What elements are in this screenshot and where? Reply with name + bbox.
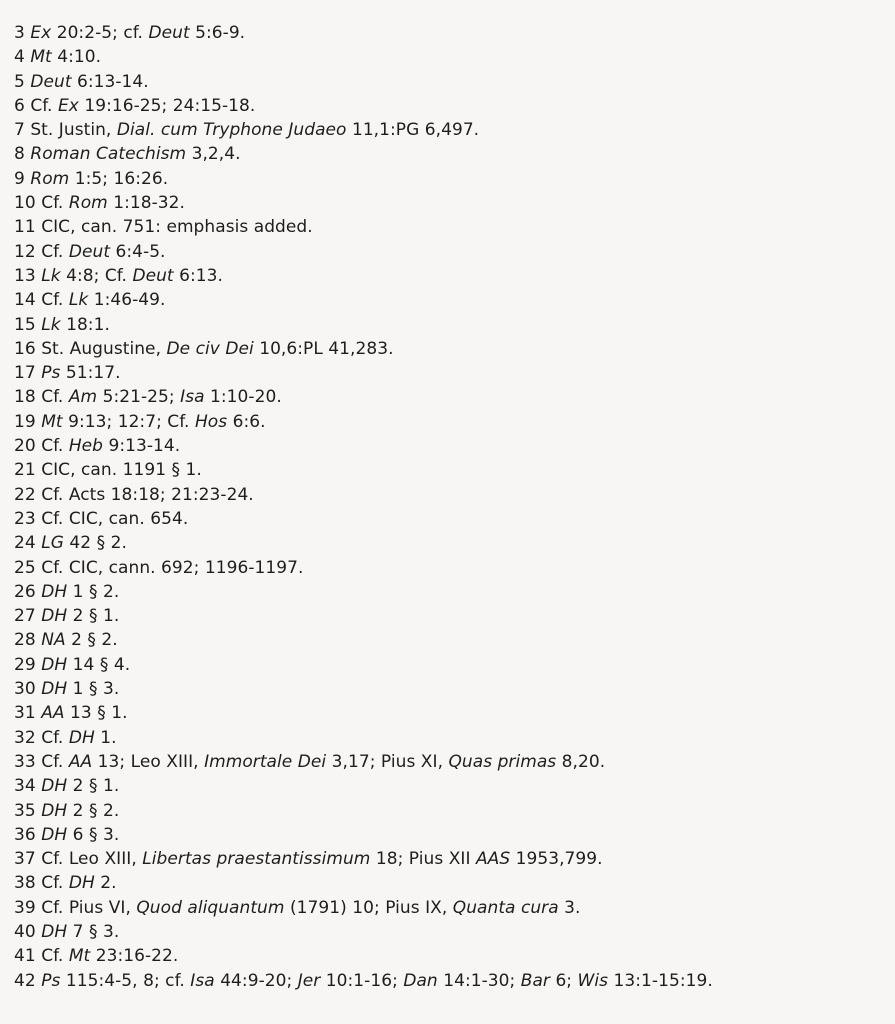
footnote-text: 10:1-16;	[320, 970, 404, 991]
footnote-item	[14, 871, 892, 895]
footnote-text: Cf.	[41, 873, 69, 894]
footnote-title-italic: Quas primas	[448, 751, 557, 772]
footnote-text: 9:13; 12:7; Cf.	[62, 411, 195, 432]
footnote-number: 18	[14, 387, 36, 408]
footnote-title-italic: Mt	[30, 47, 52, 68]
footnote-number: 24	[14, 533, 36, 554]
footnote-text: 1:46-49.	[88, 290, 166, 311]
footnote-title-italic: Dan	[403, 970, 438, 991]
footnote-title-italic: Deut	[30, 71, 72, 92]
footnote-item	[14, 240, 892, 264]
footnote-item	[14, 215, 892, 239]
footnote-title-italic: Mt	[41, 411, 63, 432]
footnote-item	[14, 507, 892, 531]
footnote-text: 1:10-20.	[204, 387, 282, 408]
footnote-item	[14, 604, 892, 628]
footnote-number: 13	[14, 265, 36, 286]
footnote-text: 2 § 2.	[67, 800, 120, 821]
footnote-title-italic: Am	[68, 387, 98, 408]
footnote-title-italic: Deut	[148, 23, 190, 43]
footnote-number: 8	[14, 144, 25, 165]
footnote-item	[14, 410, 892, 434]
footnote-item	[14, 799, 892, 823]
footnote-number: 16	[14, 338, 36, 359]
footnote-text: Cf.	[41, 290, 69, 311]
footnote-title-italic: Ex	[30, 23, 52, 43]
footnote-text: 1953,799.	[510, 849, 603, 870]
footnote-item	[14, 531, 892, 555]
footnote-text: Cf. Leo XIII,	[41, 849, 143, 870]
footnote-title-italic: DH	[68, 873, 95, 894]
footnote-item	[14, 944, 892, 968]
footnote-number: 25	[14, 557, 36, 578]
footnote-title-italic: Rom	[30, 168, 70, 189]
footnote-text: Cf.	[41, 436, 69, 457]
footnote-text: 14:1-30;	[437, 970, 521, 991]
footnote-number: 17	[14, 363, 36, 384]
footnote-text: 44:9-20;	[214, 970, 298, 991]
footnote-title-italic: DH	[41, 921, 68, 942]
footnote-title-italic: Deut	[68, 241, 111, 262]
footnote-text: 23:16-22.	[90, 946, 179, 967]
footnote-title-italic: DH	[41, 581, 68, 602]
footnote-text: Cf.	[41, 727, 69, 748]
footnote-number: 35	[14, 800, 36, 821]
footnote-number: 26	[14, 581, 36, 602]
footnote-item	[14, 920, 892, 944]
footnote-title-italic: Isa	[180, 387, 205, 408]
footnote-item	[14, 823, 892, 847]
footnote-item	[14, 896, 892, 920]
footnote-text: 8,20.	[556, 751, 606, 772]
footnote-title-italic: Lk	[41, 314, 61, 335]
footnote-text: 7 § 3.	[67, 921, 120, 942]
footnote-title-italic: Rom	[68, 193, 108, 214]
footnote-number: 36	[14, 824, 36, 845]
footnote-number: 11	[14, 217, 36, 238]
footnote-text: 6:13.	[173, 265, 223, 286]
footnote-number: 5	[14, 71, 25, 92]
footnote-number: 19	[14, 411, 36, 432]
footnote-number: 20	[14, 436, 36, 457]
footnote-text: 42 § 2.	[63, 533, 127, 554]
footnote-text: 6 § 3.	[67, 824, 120, 845]
footnote-text: (1791) 10; Pius IX,	[284, 897, 453, 918]
footnote-text: 1 § 3.	[67, 679, 120, 700]
footnote-number: 31	[14, 703, 36, 724]
footnote-title-italic: NA	[41, 630, 66, 651]
footnote-text: 5:6-9.	[189, 23, 246, 43]
footnote-item	[14, 556, 892, 580]
footnote-text: Cf. CIC, cann. 692; 1196-1197.	[41, 557, 304, 578]
footnote-text: 19:16-25; 24:15-18.	[78, 95, 256, 116]
footnote-text: 4:8; Cf.	[60, 265, 133, 286]
footnote-item	[14, 969, 892, 993]
footnote-title-italic: Lk	[68, 290, 89, 311]
footnote-title-italic: AAS	[475, 849, 511, 870]
footnote-title-italic: Isa	[190, 970, 215, 991]
footnote-item	[14, 483, 892, 507]
footnote-text: 6:6.	[227, 411, 266, 432]
footnote-text: 20:2-5; cf.	[51, 23, 149, 43]
footnote-title-italic: Libertas praestantissimum	[142, 849, 371, 870]
footnote-text: 6:13-14.	[71, 71, 149, 92]
footnote-title-italic: Ps	[41, 970, 61, 991]
footnote-number: 29	[14, 654, 36, 675]
footnote-text: Cf. Pius VI,	[41, 897, 137, 918]
footnote-title-italic: Jer	[297, 970, 321, 991]
footnote-number: 21	[14, 460, 36, 481]
footnote-text: Cf.	[41, 946, 69, 967]
footnote-number: 34	[14, 776, 36, 797]
footnote-item	[14, 701, 892, 725]
footnote-text: St. Justin,	[30, 120, 117, 141]
footnote-item	[14, 361, 892, 385]
footnote-text: 13; Leo XIII,	[92, 751, 205, 772]
footnote-text: Cf.	[41, 751, 69, 772]
footnote-item	[14, 167, 892, 191]
footnote-title-italic: Quanta cura	[452, 897, 559, 918]
footnote-title-italic: Wis	[577, 970, 609, 991]
footnote-text: St. Augustine,	[41, 338, 167, 359]
footnote-number: 23	[14, 508, 36, 529]
footnote-item	[14, 458, 892, 482]
footnote-text: 1:5; 16:26.	[69, 168, 169, 189]
footnote-item	[14, 45, 892, 69]
footnote-text: Cf. CIC, can. 654.	[41, 508, 189, 529]
footnote-text: Cf.	[41, 387, 69, 408]
footnote-text: 3,17; Pius XI,	[326, 751, 449, 772]
footnote-item	[14, 628, 892, 652]
footnote-text: 6;	[549, 970, 578, 991]
footnote-text: Cf. Acts 18:18; 21:23-24.	[41, 484, 254, 505]
footnote-title-italic: Dial. cum Tryphone Judaeo	[116, 120, 347, 141]
footnote-item	[14, 313, 892, 337]
footnote-title-italic: Lk	[41, 265, 61, 286]
footnote-item	[14, 580, 892, 604]
footnote-item	[14, 21, 892, 45]
footnote-item	[14, 653, 892, 677]
footnote-text: 1.	[94, 727, 117, 748]
footnote-title-italic: Roman Catechism	[30, 144, 187, 165]
footnote-number: 7	[14, 120, 25, 141]
footnote-text: 5:21-25;	[97, 387, 181, 408]
footnote-item	[14, 677, 892, 701]
footnote-item	[14, 142, 892, 166]
footnote-title-italic: LG	[41, 533, 64, 554]
footnote-title-italic: DH	[41, 679, 68, 700]
footnote-title-italic: Hos	[194, 411, 228, 432]
footnote-title-italic: Mt	[68, 946, 91, 967]
footnote-title-italic: Bar	[520, 970, 550, 991]
footnote-text: Cf.	[41, 241, 69, 262]
footnote-title-italic: Heb	[68, 436, 104, 457]
footnote-number: 6	[14, 95, 25, 116]
footnote-number: 40	[14, 921, 36, 942]
footnote-text: 2 § 1.	[67, 606, 120, 627]
footnote-title-italic: DH	[41, 654, 68, 675]
footnote-number: 39	[14, 897, 36, 918]
footnote-number: 22	[14, 484, 36, 505]
footnote-item	[14, 337, 892, 361]
footnote-item	[14, 191, 892, 215]
footnote-number: 30	[14, 679, 36, 700]
footnote-text: CIC, can. 751: emphasis added.	[41, 217, 313, 238]
footnote-item	[14, 774, 892, 798]
footnote-text: 3,2,4.	[186, 144, 241, 165]
footnote-text: Cf.	[30, 95, 58, 116]
footnote-number: 28	[14, 630, 36, 651]
footnote-list	[14, 21, 892, 993]
footnote-title-italic: DH	[41, 824, 68, 845]
footnote-title-italic: De civ Dei	[166, 338, 254, 359]
footnote-text: 11,1:PG 6,497.	[346, 120, 480, 141]
footnote-number: 32	[14, 727, 36, 748]
footnote-text: 18; Pius XII	[370, 849, 476, 870]
footnote-number: 12	[14, 241, 36, 262]
footnote-title-italic: AA	[68, 751, 93, 772]
footnote-item	[14, 434, 892, 458]
footnote-text: 14 § 4.	[67, 654, 131, 675]
footnote-title-italic: Deut	[132, 265, 174, 286]
footnote-text: 4:10.	[51, 47, 102, 68]
footnote-text: 13 § 1.	[64, 703, 128, 724]
footnote-item	[14, 847, 892, 871]
footnote-number: 41	[14, 946, 36, 967]
footnote-number: 4	[14, 47, 25, 68]
footnote-text: 3.	[558, 897, 581, 918]
footnote-title-italic: AA	[41, 703, 65, 724]
footnote-item	[14, 385, 892, 409]
footnote-text: 1 § 2.	[67, 581, 120, 602]
footnote-text: 6:4-5.	[110, 241, 166, 262]
footnote-number: 10	[14, 193, 36, 214]
footnote-number: 42	[14, 970, 36, 991]
footnote-text: 115:4-5, 8; cf.	[60, 970, 191, 991]
footnote-number: 38	[14, 873, 36, 894]
footnote-text: 10,6:PL 41,283.	[253, 338, 394, 359]
footnote-text: 2 § 2.	[65, 630, 118, 651]
footnote-text: 1:18-32.	[107, 193, 185, 214]
footnote-text: 2.	[94, 873, 117, 894]
footnote-item	[14, 726, 892, 750]
footnote-text: 9:13-14.	[103, 436, 181, 457]
footnote-title-italic: DH	[68, 727, 95, 748]
footnote-number: 37	[14, 849, 36, 870]
footnote-text: 13:1-15:19.	[608, 970, 713, 991]
footnote-title-italic: Ex	[57, 95, 79, 116]
footnote-title-italic: DH	[41, 800, 68, 821]
footnote-item	[14, 288, 892, 312]
footnote-text: 51:17.	[60, 363, 121, 384]
footnote-number: 14	[14, 290, 36, 311]
footnote-item	[14, 70, 892, 94]
footnote-text: CIC, can. 1191 § 1.	[41, 460, 202, 481]
footnote-number: 15	[14, 314, 36, 335]
footnote-number: 9	[14, 168, 25, 189]
footnote-text: Cf.	[41, 193, 69, 214]
footnote-number: 3	[14, 23, 25, 43]
footnote-title-italic: Ps	[41, 363, 61, 384]
footnote-item	[14, 264, 892, 288]
footnote-text: 2 § 1.	[67, 776, 120, 797]
footnote-title-italic: Quod aliquantum	[136, 897, 285, 918]
footnote-text: 18:1.	[60, 314, 110, 335]
footnote-item	[14, 94, 892, 118]
footnote-title-italic: DH	[41, 776, 68, 797]
footnote-title-italic: Immortale Dei	[204, 751, 327, 772]
footnote-title-italic: DH	[41, 606, 68, 627]
footnote-number: 33	[14, 751, 36, 772]
footnote-item	[14, 118, 892, 142]
footnote-number: 27	[14, 606, 36, 627]
footnote-item	[14, 750, 892, 774]
